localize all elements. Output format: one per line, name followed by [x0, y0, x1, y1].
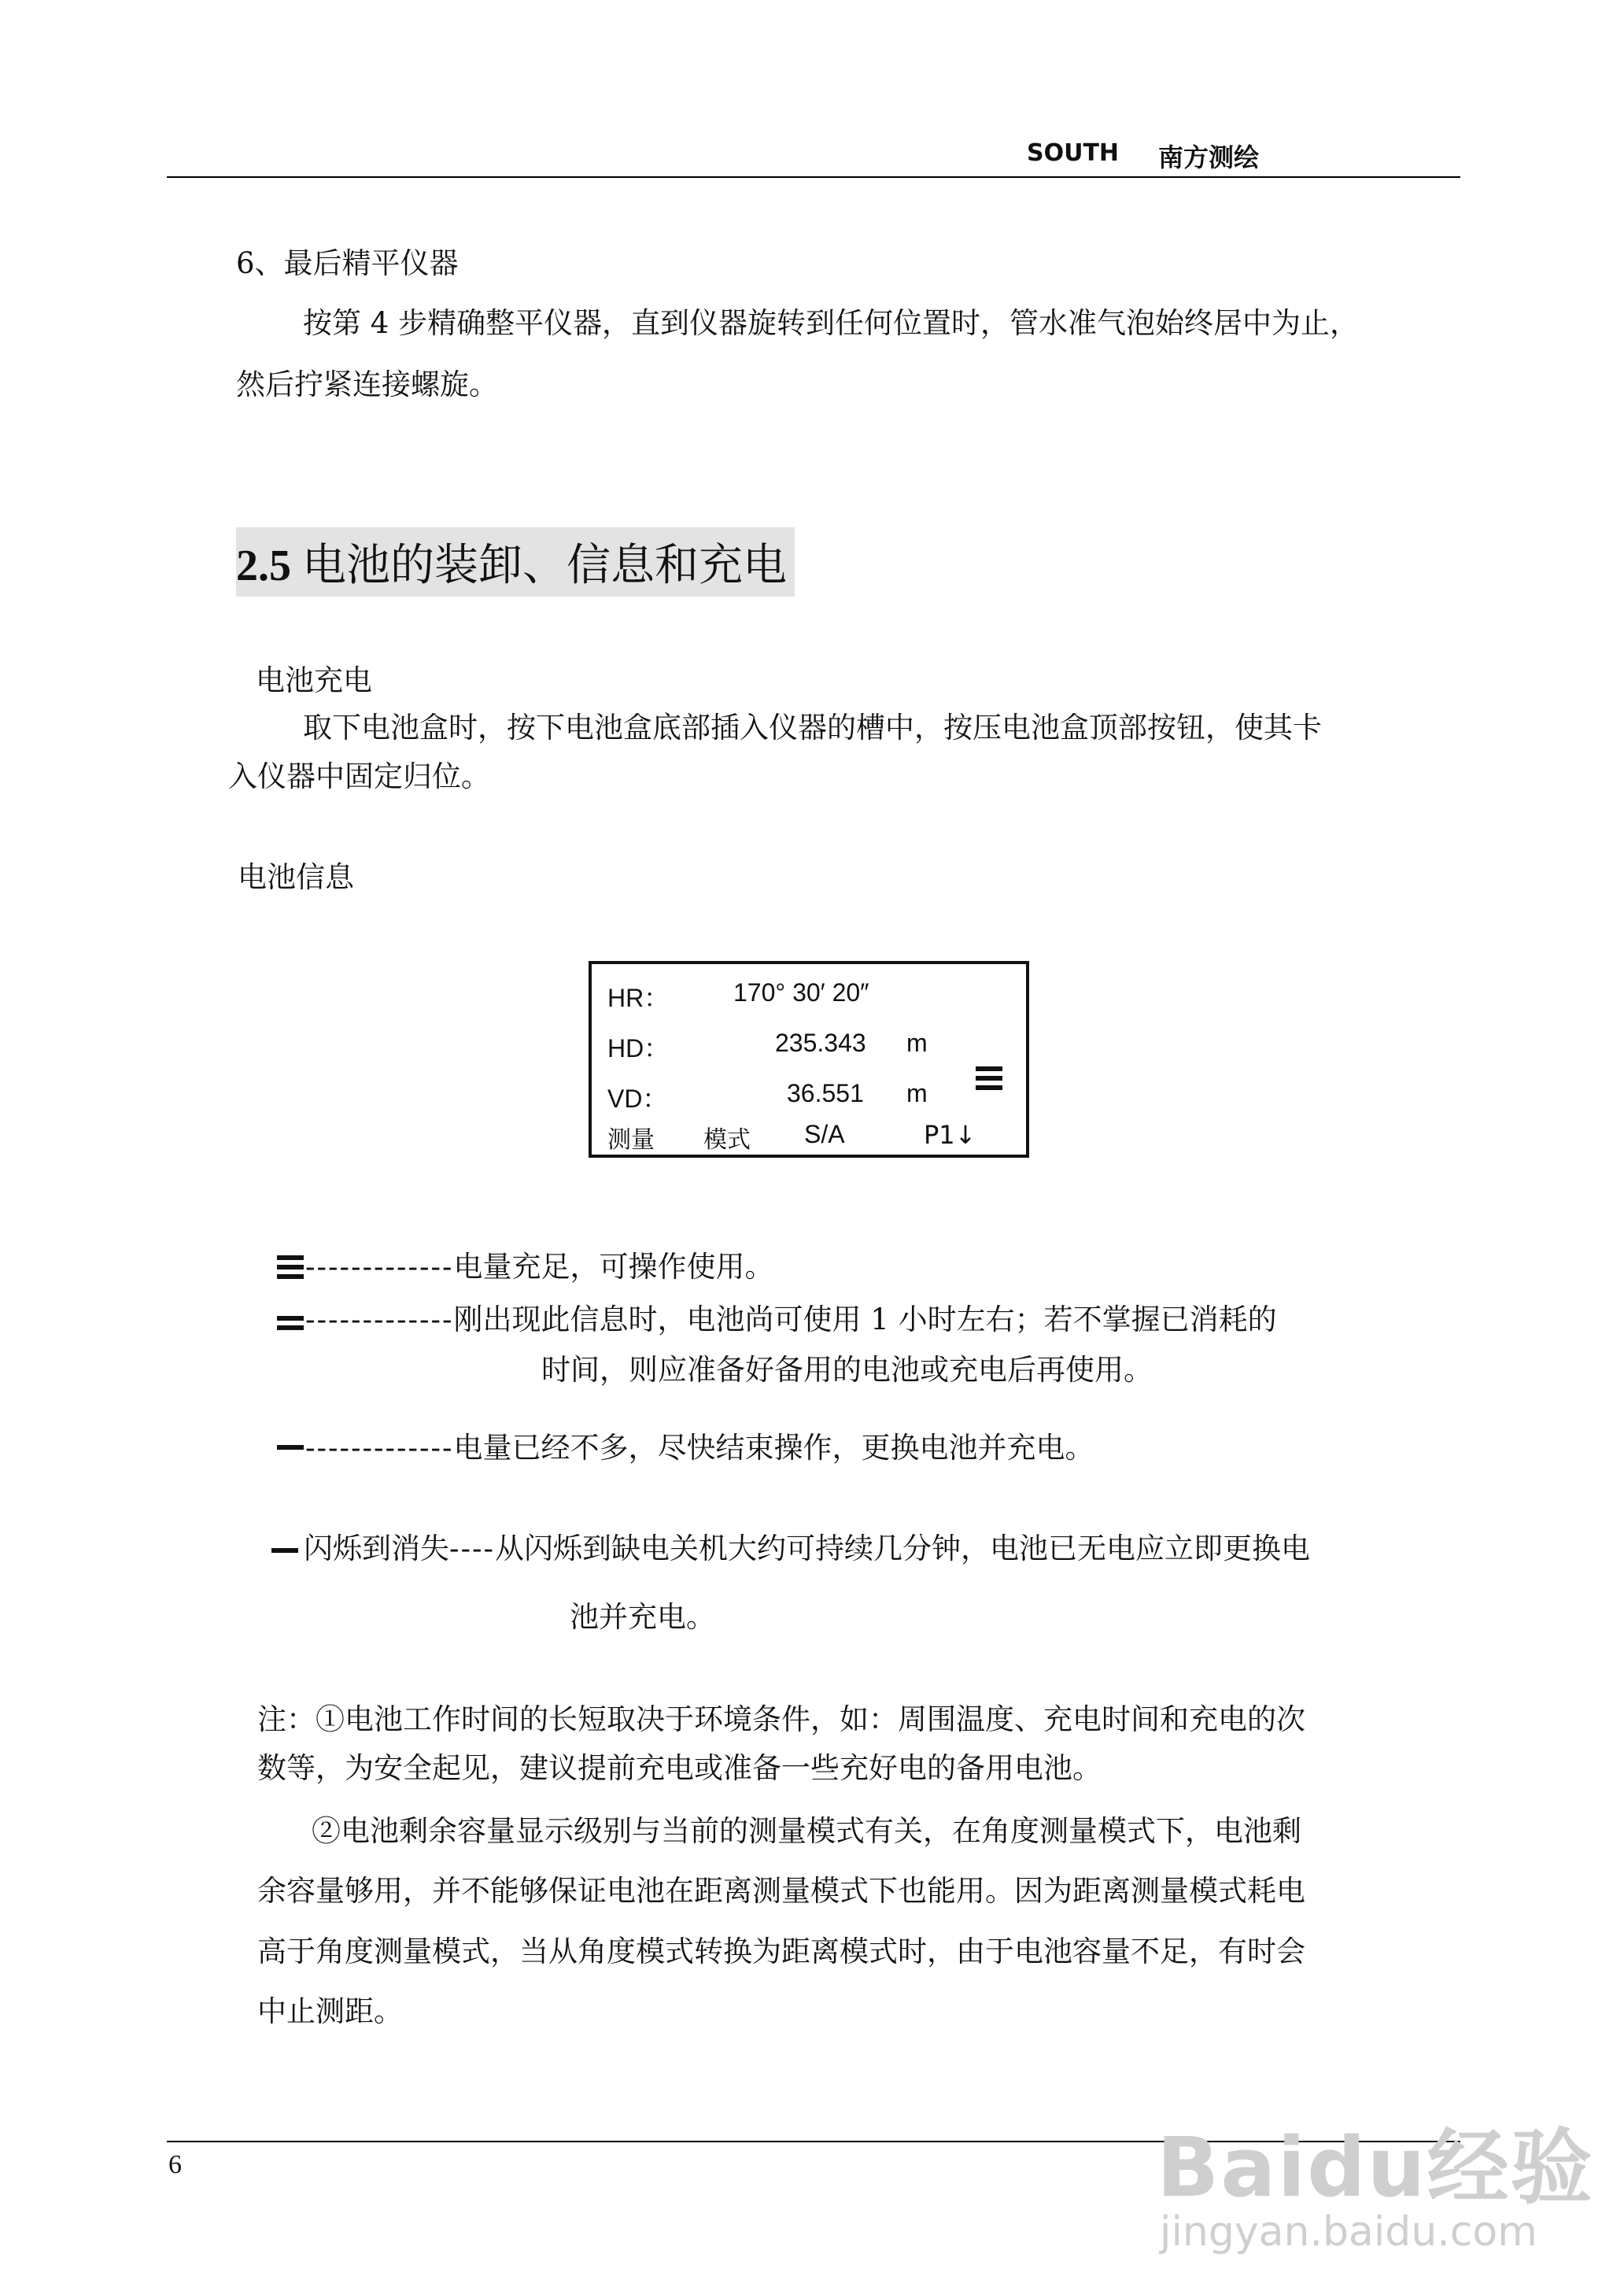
vd-value: 36.551 — [787, 1079, 864, 1107]
legend-dashes-short: ---- — [449, 1532, 496, 1565]
section-heading — [236, 527, 795, 597]
header-rule — [167, 176, 1460, 178]
note1-line1: 注：①电池工作时间的长短取决于环境条件，如：周围温度、充电时间和充电的次 — [257, 1702, 1305, 1736]
info-title: 电池信息 — [238, 860, 354, 894]
legend-row-4 — [304, 1529, 1310, 1569]
legend-item4-line2: 池并充电。 — [570, 1600, 715, 1634]
hr-label: HR： — [607, 984, 670, 1012]
legend-item1: 电量充足，可操作使用。 — [453, 1250, 774, 1284]
step6-line2: 然后拧紧连接螺旋。 — [236, 368, 498, 401]
section-number: 2.5 — [236, 541, 291, 590]
hd-unit: m — [906, 1029, 928, 1057]
battery-empty-icon — [271, 1548, 298, 1558]
section-title: 电池的装卸、信息和充电 — [302, 540, 787, 591]
legend-dashes: ------------- — [305, 1431, 454, 1465]
softkey-mode: 模式 — [703, 1126, 751, 1154]
battery-full-icon — [277, 1255, 304, 1284]
header-brand-en: SOUTH — [1027, 139, 1120, 167]
lcd-display — [589, 961, 1029, 1158]
legend-item3: 电量已经不多，尽快结束操作，更换电池并充电。 — [453, 1431, 1094, 1465]
battery-medium-icon — [277, 1316, 304, 1335]
note2-line3: 高于角度测量模式，当从角度模式转换为距离模式时，由于电池容量不足，有时会 — [257, 1935, 1305, 1968]
charge-line1: 取下电池盒时，按下电池盒底部插入仪器的槽中，按压电池盒顶部按钮，使其卡 — [303, 711, 1322, 745]
softkey-measure: 测量 — [607, 1126, 655, 1154]
legend-row-3 — [305, 1428, 1094, 1468]
note2-line2: 余容量够用，并不能够保证电池在距离测量模式下也能用。因为距离测量模式耗电 — [257, 1874, 1305, 1908]
vd-label: VD： — [607, 1085, 668, 1113]
legend-row-1 — [305, 1247, 774, 1287]
hr-row — [607, 978, 669, 1014]
watermark-url: jingyan.baidu.com — [1160, 2208, 1537, 2256]
note2-line4: 中止测距。 — [257, 1994, 403, 2028]
battery-full-icon — [976, 1066, 1002, 1095]
note2-line1: ②电池剩余容量显示级别与当前的测量模式有关，在角度测量模式下，电池剩 — [312, 1814, 1301, 1848]
step6-line1: 按第 4 步精确整平仪器，直到仪器旋转到任何位置时，管水准气泡始终居中为止， — [303, 306, 1360, 340]
legend-dashes: ------------- — [305, 1250, 454, 1284]
softkey-sa: S/A — [804, 1120, 845, 1148]
charge-title: 电池充电 — [256, 663, 372, 697]
note1-line2: 数等，为安全起见，建议提前充电或准备一些充好电的备用电池。 — [257, 1751, 1102, 1785]
legend-item4-line1: 从闪烁到缺电关机大约可持续几分钟，电池已无电应立即更换电 — [495, 1532, 1311, 1565]
page-number: 6 — [168, 2150, 182, 2179]
hd-label: HD： — [607, 1034, 670, 1062]
charge-line2: 入仪器中固定归位。 — [228, 759, 490, 793]
watermark-brand: Baidu经验 — [1157, 2119, 1594, 2216]
softkey-p1: P1↓ — [924, 1120, 976, 1150]
legend-dashes: ------------- — [305, 1303, 454, 1336]
hd-value: 235.343 — [775, 1029, 866, 1057]
legend-item2-line2: 时间，则应准备好备用的电池或充电后再使用。 — [541, 1353, 1153, 1387]
legend-item4-prefix: 闪烁到消失 — [304, 1532, 449, 1565]
step6-title: 6、最后精平仪器 — [236, 246, 459, 280]
legend-item2-line1: 刚出现此信息时，电池尚可使用 1 小时左右；若不掌握已消耗的 — [453, 1303, 1277, 1336]
legend-row-2 — [305, 1300, 1277, 1340]
hr-value: 170° 30′ 20″ — [733, 978, 869, 1007]
vd-unit: m — [906, 1079, 928, 1107]
header-brand-cn: 南方测绘 — [1158, 142, 1260, 172]
battery-low-icon — [277, 1445, 304, 1454]
